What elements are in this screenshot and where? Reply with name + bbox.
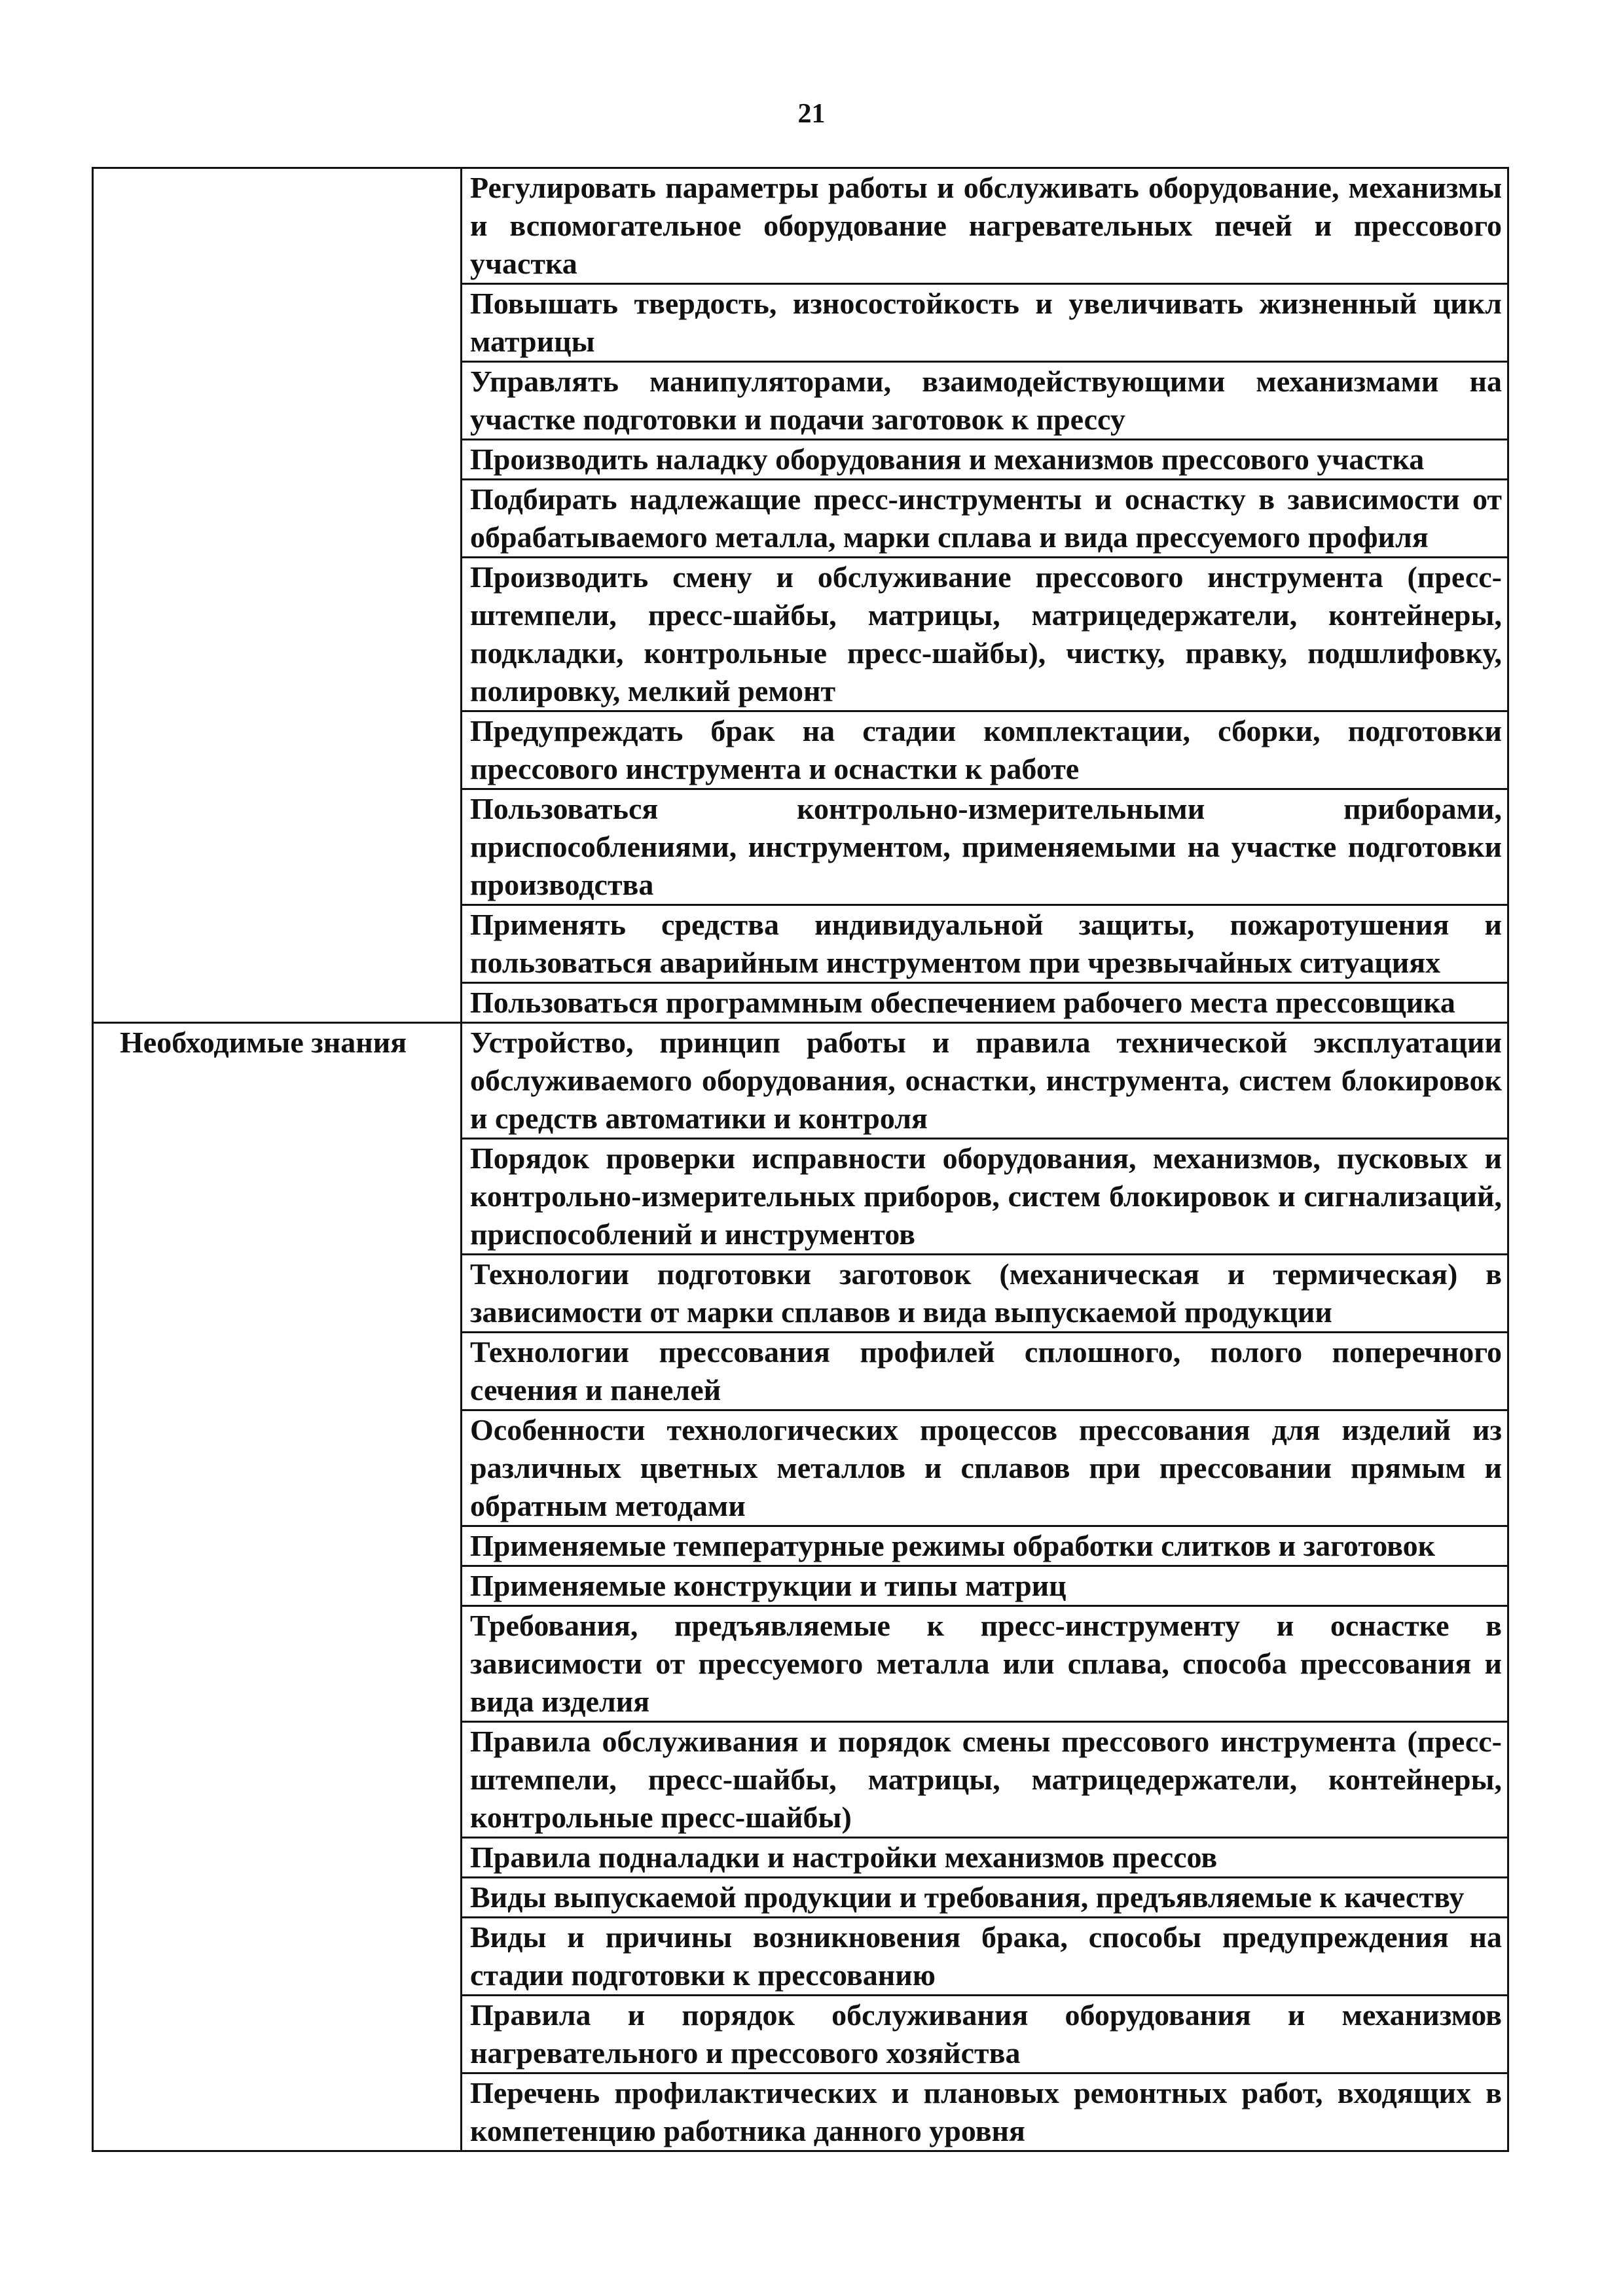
skills-label-cell [93,168,462,1023]
knowledge-item: Устройство, принцип работы и правила технической эксплуатации обслуживаемого оборудования, оснастки, инструмента, систем блокировок и средств автоматики и контроля [462,1023,1508,1139]
knowledge-item: Правила обслуживания и порядок смены прессового инструмента (пресс-штемпели, пресс-шайбы, матрицы, матрицедержатели, контейнеры, контрольные пресс-шайбы) [462,1722,1508,1838]
skill-item: Производить наладку оборудования и механизмов прессового участка [462,440,1508,480]
skill-item: Пользоваться программным обеспечением рабочего места прессовщика [462,983,1508,1023]
knowledge-item: Применяемые температурные режимы обработки слитков и заготовок [462,1526,1508,1566]
knowledge-item: Виды выпускаемой продукции и требования, предъявляемые к качеству [462,1878,1508,1918]
knowledge-item: Правила подналадки и настройки механизмов прессов [462,1838,1508,1878]
skill-item: Предупреждать брак на стадии комплектации, сборки, подготовки прессового инструмента и оснастки к работе [462,711,1508,789]
skill-item: Применять средства индивидуальной защиты, пожаротушения и пользоваться аварийным инструментом при чрезвычайных ситуациях [462,905,1508,983]
skill-item: Регулировать параметры работы и обслуживать оборудование, механизмы и вспомогательное оборудование нагревательных печей и прессового участка [462,168,1508,284]
skill-item: Пользоваться контрольно-измерительными приборами, приспособлениями, инструментом, применяемыми на участке подготовки производства [462,789,1508,905]
skill-item: Подбирать надлежащие пресс-инструменты и оснастку в зависимости от обрабатываемого металла, марки сплава и вида прессуемого профиля [462,480,1508,558]
knowledge-item: Требования, предъявляемые к пресс-инструменту и оснастке в зависимости от прессуемого металла или сплава, способа прессования и вида изделия [462,1606,1508,1722]
competency-table [92,167,1509,2152]
table-row [93,1023,1508,1139]
knowledge-item: Технологии подготовки заготовок (механическая и термическая) в зависимости от марки сплавов и вида выпускаемой продукции [462,1255,1508,1333]
knowledge-item: Виды и причины возникновения брака, способы предупреждения на стадии подготовки к прессованию [462,1918,1508,1996]
knowledge-label-cell: Необходимые знания [93,1023,462,2151]
knowledge-item: Правила и порядок обслуживания оборудования и механизмов нагревательного и прессового хозяйства [462,1996,1508,2073]
knowledge-item: Особенности технологических процессов прессования для изделий из различных цветных металлов и сплавов при прессовании прямым и обратным методами [462,1410,1508,1526]
knowledge-item: Применяемые конструкции и типы матриц [462,1566,1508,1606]
skill-item: Повышать твердость, износостойкость и увеличивать жизненный цикл матрицы [462,284,1508,362]
knowledge-item: Перечень профилактических и плановых ремонтных работ, входящих в компетенцию работника данного уровня [462,2073,1508,2151]
skill-item: Управлять манипуляторами, взаимодействующими механизмами на участке подготовки и подачи заготовок к прессу [462,362,1508,440]
knowledge-item: Порядок проверки исправности оборудования, механизмов, пусковых и контрольно-измерительных приборов, систем блокировок и сигнализаций, приспособлений и инструментов [462,1139,1508,1255]
table-row [93,168,1508,284]
skill-item: Производить смену и обслуживание прессового инструмента (пресс-штемпели, пресс-шайбы, матрицы, матрицедержатели, контейнеры, подкладки, контрольные пресс-шайбы), чистку, правку, подшлифовку, полировку, мелкий ремонт [462,558,1508,711]
page-number: 21 [797,99,826,129]
knowledge-item: Технологии прессования профилей сплошного, полого поперечного сечения и панелей [462,1333,1508,1410]
